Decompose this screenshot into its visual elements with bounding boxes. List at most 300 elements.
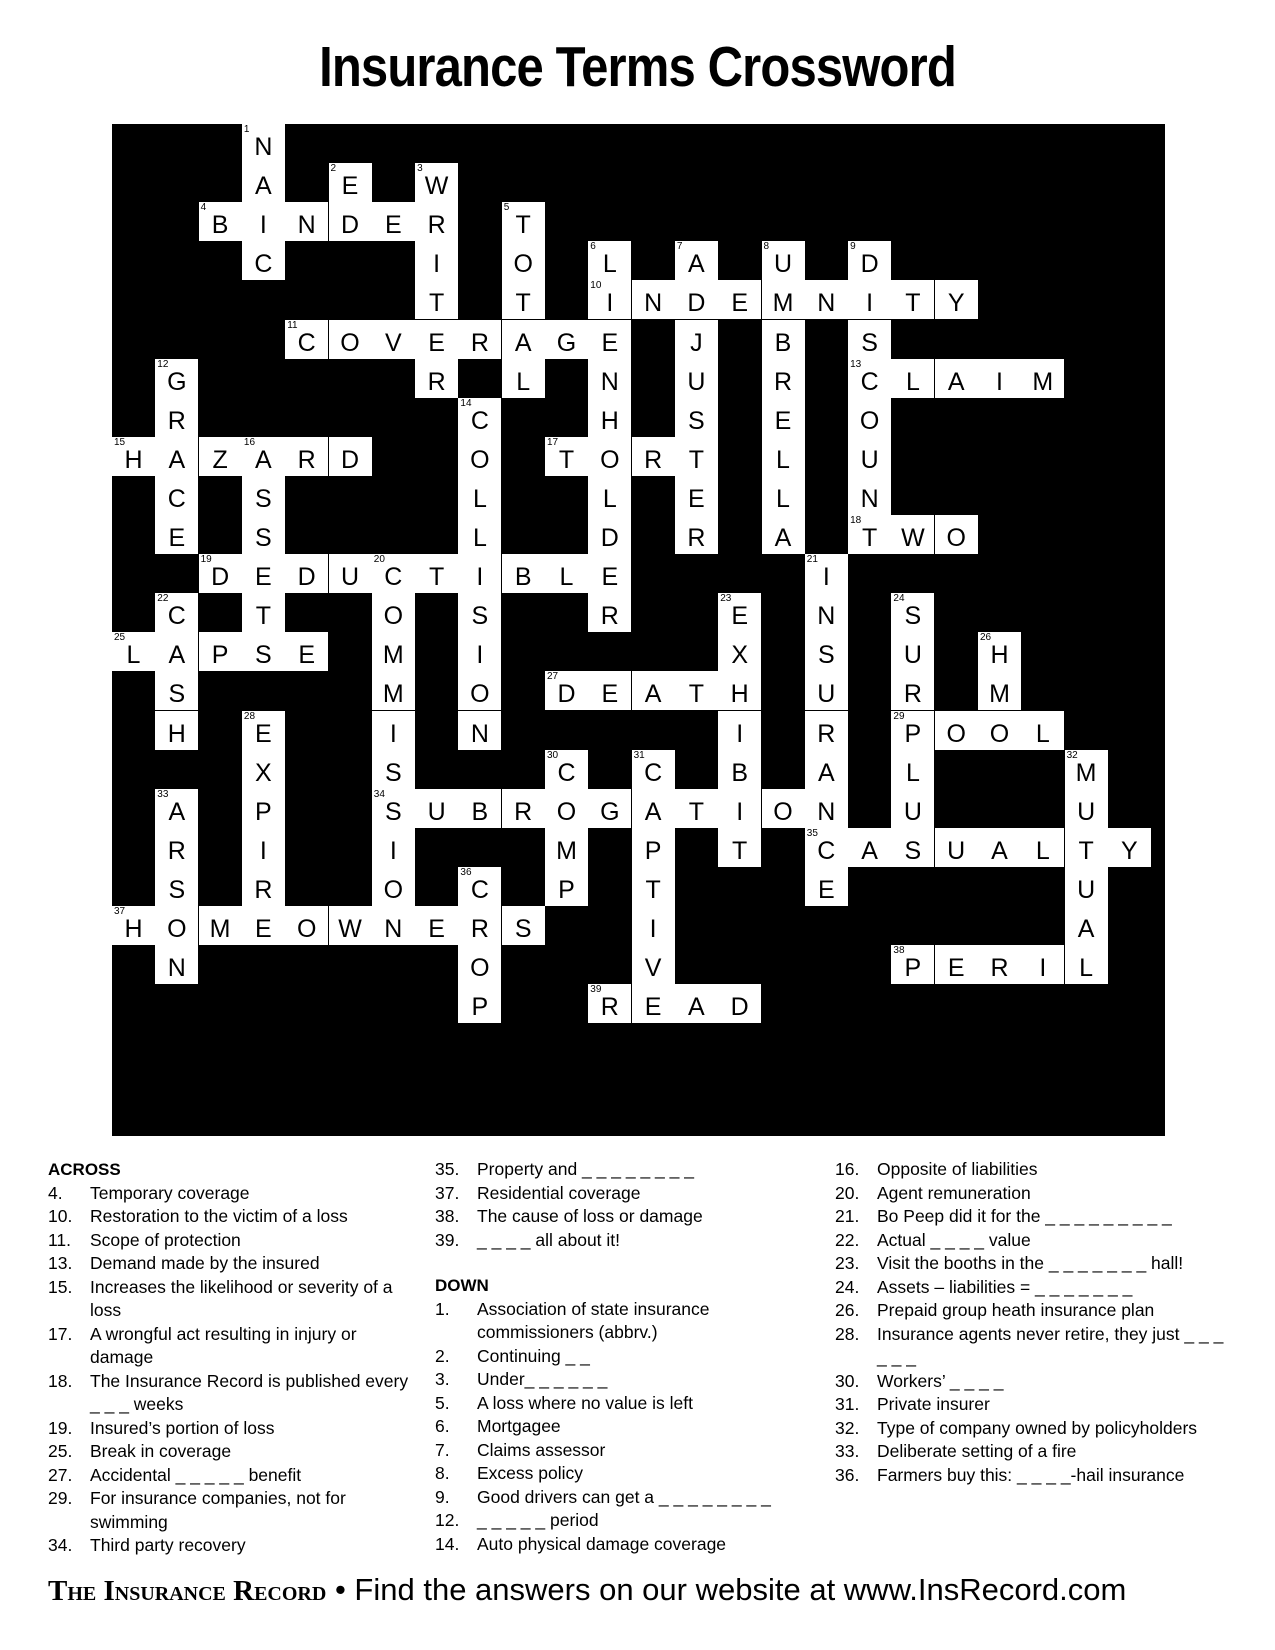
clue-item-number: 4. bbox=[48, 1182, 63, 1203]
grid-cell[interactable] bbox=[415, 241, 458, 280]
grid-cell[interactable] bbox=[545, 437, 588, 476]
clue-number: 32 bbox=[1066, 749, 1078, 761]
grid-cell[interactable] bbox=[285, 906, 328, 945]
grid-cell[interactable] bbox=[978, 828, 1021, 867]
grid-cell[interactable] bbox=[545, 750, 588, 789]
grid-cell[interactable] bbox=[891, 632, 934, 671]
answer-letter: O bbox=[340, 328, 360, 357]
clue-item-text: A wrongful act resulting in injury or damage bbox=[90, 1323, 357, 1367]
section-heading: ACROSS bbox=[48, 1160, 121, 1179]
grid-cell[interactable] bbox=[935, 945, 978, 984]
clue-item-text: Agent remuneration bbox=[877, 1182, 1031, 1203]
spacer bbox=[435, 1252, 805, 1274]
grid-cell[interactable] bbox=[805, 671, 848, 710]
grid-cell[interactable] bbox=[805, 828, 848, 867]
grid-cell[interactable] bbox=[632, 945, 675, 984]
answer-letter: N bbox=[817, 602, 836, 631]
clue-item bbox=[835, 1299, 1235, 1323]
grid-cell[interactable] bbox=[242, 124, 285, 163]
grid-cell[interactable] bbox=[458, 437, 501, 476]
grid-cell[interactable] bbox=[155, 789, 198, 828]
answer-letter: A bbox=[688, 250, 705, 279]
grid-cell[interactable] bbox=[935, 711, 978, 750]
answer-letter: U bbox=[427, 797, 446, 826]
grid-cell[interactable] bbox=[285, 320, 328, 359]
grid-cell[interactable] bbox=[415, 320, 458, 359]
answer-letter: A bbox=[861, 836, 878, 865]
grid-cell[interactable] bbox=[458, 476, 501, 515]
grid-cell[interactable] bbox=[588, 241, 631, 280]
grid-cell[interactable] bbox=[242, 202, 285, 241]
grid-cell[interactable] bbox=[458, 593, 501, 632]
grid-cell[interactable] bbox=[458, 945, 501, 984]
grid-cell[interactable] bbox=[112, 437, 155, 476]
grid-cell[interactable] bbox=[502, 280, 545, 319]
grid-cell[interactable] bbox=[372, 593, 415, 632]
grid-cell[interactable] bbox=[372, 671, 415, 710]
grid-cell[interactable] bbox=[848, 476, 891, 515]
grid-cell[interactable] bbox=[112, 632, 155, 671]
answer-letter: M bbox=[209, 915, 231, 943]
clue-item bbox=[835, 1464, 1235, 1488]
answer-letter: U bbox=[903, 797, 922, 826]
grid-cell[interactable] bbox=[718, 984, 761, 1023]
grid-cell[interactable] bbox=[891, 280, 934, 319]
grid-cell[interactable] bbox=[718, 750, 761, 789]
grid-cell[interactable] bbox=[329, 163, 372, 202]
grid-cell[interactable] bbox=[848, 515, 891, 554]
clue-item bbox=[48, 1370, 410, 1417]
grid-cell[interactable] bbox=[675, 515, 718, 554]
grid-cell[interactable] bbox=[242, 476, 285, 515]
grid-cell[interactable] bbox=[675, 320, 718, 359]
grid-cell[interactable] bbox=[718, 671, 761, 710]
grid-cell[interactable] bbox=[588, 515, 631, 554]
clue-item-number: 38. bbox=[435, 1206, 460, 1226]
grid-cell[interactable] bbox=[762, 280, 805, 319]
grid-cell[interactable] bbox=[848, 280, 891, 319]
grid-cell[interactable] bbox=[242, 593, 285, 632]
grid-cell[interactable] bbox=[1021, 359, 1064, 398]
grid-cell[interactable] bbox=[242, 828, 285, 867]
grid-cell[interactable] bbox=[935, 280, 978, 319]
answer-letter: L bbox=[126, 641, 141, 670]
clue-item bbox=[48, 1534, 410, 1558]
answer-letter: O bbox=[946, 719, 966, 748]
grid-cell[interactable] bbox=[632, 867, 675, 906]
grid-cell[interactable] bbox=[502, 241, 545, 280]
grid-cell[interactable] bbox=[199, 437, 242, 476]
answer-letter: I bbox=[1039, 954, 1047, 983]
answer-letter: Y bbox=[1121, 836, 1138, 865]
grid-cell[interactable] bbox=[1065, 789, 1108, 828]
grid-cell[interactable] bbox=[458, 984, 501, 1023]
answer-letter: N bbox=[384, 915, 403, 943]
grid-cell[interactable] bbox=[891, 828, 934, 867]
grid-cell[interactable] bbox=[242, 711, 285, 750]
answer-letter: M bbox=[1075, 758, 1097, 787]
answer-letter: O bbox=[383, 875, 404, 904]
grid-cell[interactable] bbox=[1065, 945, 1108, 984]
grid-cell[interactable] bbox=[458, 515, 501, 554]
grid-cell[interactable] bbox=[502, 554, 545, 593]
grid-cell[interactable] bbox=[1021, 828, 1064, 867]
grid-cell[interactable] bbox=[242, 789, 285, 828]
clue-number: 37 bbox=[114, 906, 126, 917]
answer-letter: U bbox=[773, 250, 793, 279]
grid-cell[interactable] bbox=[372, 554, 415, 593]
grid-cell[interactable] bbox=[588, 320, 631, 359]
grid-cell[interactable] bbox=[762, 320, 805, 359]
grid-cell[interactable] bbox=[545, 320, 588, 359]
grid-cell[interactable] bbox=[891, 671, 934, 710]
grid-cell[interactable] bbox=[155, 437, 198, 476]
grid-cell[interactable] bbox=[502, 359, 545, 398]
answer-letter: L bbox=[1035, 836, 1050, 865]
grid-cell[interactable] bbox=[891, 789, 934, 828]
grid-cell[interactable] bbox=[848, 359, 891, 398]
answer-letter: T bbox=[428, 289, 445, 318]
grid-cell[interactable] bbox=[978, 632, 1021, 671]
grid-cell[interactable] bbox=[155, 671, 198, 710]
clue-item-number: 11. bbox=[48, 1229, 72, 1250]
clue-item-text: Mortgagee bbox=[477, 1416, 561, 1436]
grid-cell[interactable] bbox=[675, 241, 718, 280]
clue-item-number: 3. bbox=[435, 1369, 450, 1389]
answer-letter: E bbox=[601, 563, 619, 592]
grid-cell[interactable] bbox=[502, 320, 545, 359]
clue-number: 14 bbox=[460, 397, 472, 409]
grid-cell[interactable] bbox=[632, 906, 675, 945]
grid-cell[interactable] bbox=[372, 750, 415, 789]
answer-letter: T bbox=[688, 445, 705, 474]
grid-cell[interactable] bbox=[372, 789, 415, 828]
grid-cell[interactable] bbox=[372, 711, 415, 750]
grid-cell[interactable] bbox=[805, 789, 848, 828]
grid-cell[interactable] bbox=[891, 750, 934, 789]
grid-cell[interactable] bbox=[588, 984, 631, 1023]
grid-cell[interactable] bbox=[199, 906, 242, 945]
grid-cell[interactable] bbox=[1021, 711, 1064, 750]
grid-cell[interactable] bbox=[458, 554, 501, 593]
grid-cell[interactable] bbox=[155, 359, 198, 398]
grid-cell[interactable] bbox=[718, 280, 761, 319]
grid-cell[interactable] bbox=[805, 750, 848, 789]
grid-cell[interactable] bbox=[155, 867, 198, 906]
grid-cell[interactable] bbox=[1065, 867, 1108, 906]
grid-cell[interactable] bbox=[675, 789, 718, 828]
grid-cell[interactable] bbox=[1065, 906, 1108, 945]
grid-cell[interactable] bbox=[415, 554, 458, 593]
grid-cell[interactable] bbox=[805, 554, 848, 593]
answer-letter: R bbox=[514, 797, 533, 826]
grid-cell[interactable] bbox=[155, 515, 198, 554]
grid-cell[interactable] bbox=[372, 867, 415, 906]
grid-cell[interactable] bbox=[415, 789, 458, 828]
grid-cell[interactable] bbox=[329, 320, 372, 359]
grid-cell[interactable] bbox=[675, 671, 718, 710]
answer-letter: T bbox=[255, 602, 272, 631]
grid-cell[interactable] bbox=[848, 437, 891, 476]
grid-cell[interactable] bbox=[848, 320, 891, 359]
answer-letter: T bbox=[905, 289, 921, 318]
clue-item-text: Association of state insurance commissioners (abbrv.) bbox=[477, 1298, 710, 1342]
answer-letter: N bbox=[167, 954, 186, 983]
grid-cell[interactable] bbox=[155, 711, 198, 750]
grid-cell[interactable] bbox=[155, 632, 198, 671]
grid-cell[interactable] bbox=[588, 437, 631, 476]
clue-number: 17 bbox=[547, 436, 559, 448]
footer-separator: • bbox=[326, 1572, 355, 1607]
grid-cell[interactable] bbox=[632, 828, 675, 867]
grid-cell[interactable] bbox=[632, 280, 675, 319]
grid-cell[interactable] bbox=[545, 867, 588, 906]
grid-cell[interactable] bbox=[415, 163, 458, 202]
grid-cell[interactable] bbox=[632, 789, 675, 828]
grid-cell[interactable] bbox=[675, 476, 718, 515]
grid-cell[interactable] bbox=[978, 711, 1021, 750]
grid-cell[interactable] bbox=[588, 671, 631, 710]
grid-cell[interactable] bbox=[545, 828, 588, 867]
answer-letter: D bbox=[557, 680, 576, 709]
answer-letter: R bbox=[167, 836, 186, 865]
grid-cell[interactable] bbox=[415, 906, 458, 945]
clue-item-number: 37. bbox=[435, 1182, 460, 1203]
grid-cell[interactable] bbox=[632, 437, 675, 476]
grid-cell[interactable] bbox=[805, 280, 848, 319]
grid-cell[interactable] bbox=[242, 906, 285, 945]
grid-cell[interactable] bbox=[242, 163, 285, 202]
grid-cell[interactable] bbox=[372, 202, 415, 241]
clue-number: 21 bbox=[806, 554, 818, 566]
grid-cell[interactable] bbox=[242, 867, 285, 906]
clue-item bbox=[435, 1462, 805, 1486]
answer-letter: R bbox=[990, 954, 1009, 983]
grid-cell[interactable] bbox=[588, 359, 631, 398]
grid-cell[interactable] bbox=[285, 437, 328, 476]
grid-cell[interactable] bbox=[112, 906, 155, 945]
grid-cell[interactable] bbox=[242, 241, 285, 280]
answer-letter: P bbox=[644, 836, 662, 865]
grid-cell[interactable] bbox=[891, 945, 934, 984]
grid-cell[interactable] bbox=[372, 632, 415, 671]
grid-cell[interactable] bbox=[762, 398, 805, 437]
clue-item-number: 36. bbox=[835, 1464, 860, 1485]
grid-cell[interactable] bbox=[155, 476, 198, 515]
grid-cell[interactable] bbox=[458, 711, 501, 750]
grid-cell[interactable] bbox=[978, 671, 1021, 710]
grid-cell[interactable] bbox=[848, 398, 891, 437]
grid-cell[interactable] bbox=[675, 984, 718, 1023]
grid-cell[interactable] bbox=[588, 280, 631, 319]
grid-cell[interactable] bbox=[718, 711, 761, 750]
grid-cell[interactable] bbox=[285, 202, 328, 241]
grid-cell[interactable] bbox=[762, 359, 805, 398]
grid-cell[interactable] bbox=[329, 437, 372, 476]
grid-cell[interactable] bbox=[242, 437, 285, 476]
grid-cell[interactable] bbox=[458, 320, 501, 359]
grid-cell[interactable] bbox=[372, 906, 415, 945]
clue-item bbox=[835, 1252, 1235, 1276]
grid-cell[interactable] bbox=[935, 359, 978, 398]
grid-cell[interactable] bbox=[1065, 750, 1108, 789]
grid-cell[interactable] bbox=[1065, 828, 1108, 867]
grid-cell[interactable] bbox=[718, 593, 761, 632]
grid-cell[interactable] bbox=[415, 280, 458, 319]
grid-cell[interactable] bbox=[588, 398, 631, 437]
answer-letter: D bbox=[860, 250, 879, 279]
grid-cell[interactable] bbox=[718, 789, 761, 828]
answer-letter: P bbox=[211, 641, 229, 670]
grid-cell[interactable] bbox=[675, 280, 718, 319]
grid-cell[interactable] bbox=[675, 437, 718, 476]
grid-cell[interactable] bbox=[545, 554, 588, 593]
grid-cell[interactable] bbox=[458, 398, 501, 437]
clue-item-number: 27. bbox=[48, 1464, 73, 1485]
grid-cell[interactable] bbox=[632, 671, 675, 710]
answer-letter: E bbox=[298, 641, 316, 670]
grid-cell[interactable] bbox=[762, 515, 805, 554]
answer-letter: O bbox=[513, 250, 533, 279]
clue-item-text: Break in coverage bbox=[90, 1441, 232, 1461]
answer-letter: B bbox=[514, 563, 532, 592]
clue-item bbox=[48, 1229, 410, 1253]
grid-cell[interactable] bbox=[242, 632, 285, 671]
grid-cell[interactable] bbox=[372, 828, 415, 867]
grid-cell[interactable] bbox=[978, 359, 1021, 398]
grid-cell[interactable] bbox=[588, 476, 631, 515]
grid-cell[interactable] bbox=[935, 828, 978, 867]
grid-cell[interactable] bbox=[458, 671, 501, 710]
grid-cell[interactable] bbox=[155, 828, 198, 867]
grid-cell[interactable] bbox=[805, 711, 848, 750]
clue-number: 38 bbox=[893, 945, 905, 957]
clue-item bbox=[835, 1393, 1235, 1417]
grid-cell[interactable] bbox=[502, 789, 545, 828]
grid-cell[interactable] bbox=[848, 828, 891, 867]
grid-cell[interactable] bbox=[935, 515, 978, 554]
grid-cell[interactable] bbox=[199, 632, 242, 671]
grid-cell[interactable] bbox=[891, 515, 934, 554]
answer-letter: U bbox=[947, 836, 966, 865]
clue-item-number: 7. bbox=[435, 1439, 450, 1460]
grid-cell[interactable] bbox=[155, 398, 198, 437]
grid-cell[interactable] bbox=[718, 632, 761, 671]
grid-cell[interactable] bbox=[762, 437, 805, 476]
grid-cell[interactable] bbox=[805, 867, 848, 906]
clue-number: 19 bbox=[200, 554, 212, 566]
grid-cell[interactable] bbox=[675, 398, 718, 437]
grid-cell[interactable] bbox=[848, 241, 891, 280]
grid-cell[interactable] bbox=[415, 359, 458, 398]
clue-item-text: The cause of loss or damage bbox=[477, 1206, 703, 1226]
grid-cell[interactable] bbox=[1108, 828, 1151, 867]
grid-cell[interactable] bbox=[458, 632, 501, 671]
answer-letter: L bbox=[602, 250, 617, 279]
grid-cell[interactable] bbox=[632, 750, 675, 789]
grid-cell[interactable] bbox=[891, 359, 934, 398]
section-heading: DOWN bbox=[435, 1276, 489, 1295]
grid-cell[interactable] bbox=[762, 789, 805, 828]
grid-cell[interactable] bbox=[502, 202, 545, 241]
grid-cell[interactable] bbox=[285, 632, 328, 671]
grid-cell[interactable] bbox=[718, 828, 761, 867]
grid-cell[interactable] bbox=[199, 202, 242, 241]
answer-letter: I bbox=[389, 836, 397, 865]
grid-cell[interactable] bbox=[155, 945, 198, 984]
grid-cell[interactable] bbox=[588, 554, 631, 593]
grid-cell[interactable] bbox=[372, 320, 415, 359]
clue-item-number: 20. bbox=[835, 1182, 860, 1203]
answer-letter: A bbox=[644, 680, 662, 709]
grid-cell[interactable] bbox=[285, 554, 328, 593]
grid-cell[interactable] bbox=[762, 241, 805, 280]
grid-cell[interactable] bbox=[242, 750, 285, 789]
grid-cell[interactable] bbox=[242, 554, 285, 593]
answer-letter: C bbox=[557, 758, 576, 787]
answer-letter: X bbox=[255, 758, 272, 787]
answer-letter: I bbox=[476, 563, 484, 592]
grid-cell[interactable] bbox=[762, 476, 805, 515]
answer-letter: C bbox=[470, 406, 489, 435]
clue-item bbox=[835, 1323, 1235, 1370]
grid-cell[interactable] bbox=[458, 867, 501, 906]
grid-cell[interactable] bbox=[242, 515, 285, 554]
grid-cell[interactable] bbox=[329, 202, 372, 241]
grid-cell[interactable] bbox=[891, 711, 934, 750]
answer-letter: T bbox=[732, 836, 748, 865]
answer-letter: N bbox=[297, 211, 316, 240]
grid-cell[interactable] bbox=[978, 945, 1021, 984]
publisher-brand: The Insurance Record bbox=[48, 1575, 327, 1607]
grid-cell[interactable] bbox=[329, 554, 372, 593]
answer-letter: R bbox=[470, 328, 489, 357]
grid-cell[interactable] bbox=[329, 906, 372, 945]
grid-cell[interactable] bbox=[458, 789, 501, 828]
grid-cell[interactable] bbox=[545, 789, 588, 828]
grid-cell[interactable] bbox=[155, 593, 198, 632]
grid-cell[interactable] bbox=[1021, 945, 1064, 984]
answer-letter: E bbox=[774, 406, 792, 435]
answer-letter: M bbox=[1032, 367, 1054, 396]
answer-letter: D bbox=[687, 289, 706, 318]
grid-cell[interactable] bbox=[588, 593, 631, 632]
grid-cell[interactable] bbox=[502, 906, 545, 945]
answer-letter: C bbox=[167, 602, 186, 631]
clue-item-text: Under_ _ _ _ _ _ bbox=[477, 1369, 608, 1389]
grid-cell[interactable] bbox=[632, 984, 675, 1023]
grid-cell[interactable] bbox=[805, 632, 848, 671]
grid-cell[interactable] bbox=[415, 202, 458, 241]
answer-letter: T bbox=[861, 524, 878, 552]
grid-cell[interactable] bbox=[155, 906, 198, 945]
clue-item-number: 13. bbox=[48, 1253, 73, 1273]
grid-cell[interactable] bbox=[891, 593, 934, 632]
grid-cell[interactable] bbox=[805, 593, 848, 632]
answer-letter: T bbox=[1078, 836, 1094, 865]
clue-number: 6 bbox=[590, 241, 596, 253]
clue-item-number: 15. bbox=[48, 1276, 73, 1297]
grid-cell[interactable] bbox=[458, 906, 501, 945]
grid-cell[interactable] bbox=[588, 789, 631, 828]
clue-number: 26 bbox=[980, 632, 992, 644]
answer-letter: S bbox=[817, 641, 835, 670]
grid-cell[interactable] bbox=[675, 359, 718, 398]
grid-cell[interactable] bbox=[199, 554, 242, 593]
answer-letter: D bbox=[297, 563, 316, 592]
grid-cell[interactable] bbox=[545, 671, 588, 710]
clue-item bbox=[835, 1370, 1235, 1394]
